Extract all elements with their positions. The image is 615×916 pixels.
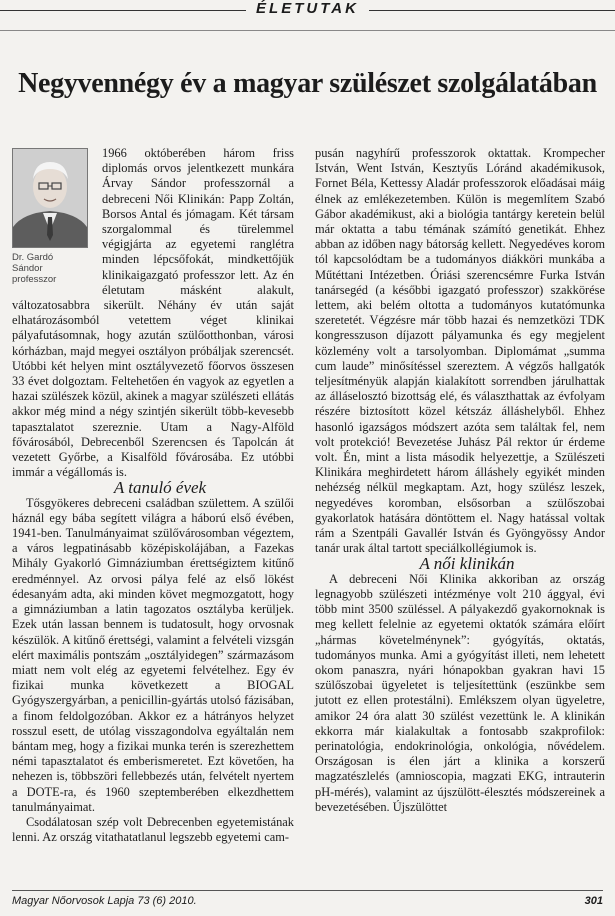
person-photo-icon — [12, 148, 88, 248]
journal-citation: Magyar Nőorvosok Lapja 73 (6) 2010. — [12, 895, 197, 907]
left-column — [12, 146, 294, 845]
intro-paragraph: 1966 októberében három friss diplomás orvos jelentkezett munkára Árvay Sándor professzornál a debreceni Női Klinikán: Papp Zoltán, Borsos Antal és jómagam. Két társam szorgalommal és türelemmel végigjárta az egyetemi ranglétra minden lépcsőfokát, mindkettőjük klinikaigazgató professzor lett. Az én életutam másként alakult, változatosabbra sikerült. Néhány év után saját elhatározásomból vetettem véget klinikai pályafutásomnak, hogy azután szülőotthonban, városi kórházban, majd megyei osztályon próbáljak szerencsét. Utóbbi két helyen mint osztályvezető főorvos összesen 33 évet dolgoztam. Feltehetően én vagyok az egyetlen a hazai szülészek közül, akinek a magyar szülészeti ellátás akkor még mind a négy szintjén sikerült több-kevesebb tapasztalatot szereznie. Utam a Nagy-Alföld fővárosából, Debrecenből Szerencsen és Tapolcán át vezetett Győrbe, a Kisalföld fővárosába. Ez utóbbi immár a végállomás is. — [12, 146, 294, 480]
subhead-learning-years: A tanuló évek — [113, 478, 207, 498]
page-footer — [12, 890, 603, 907]
caption-line: Dr. Gardó — [12, 252, 54, 263]
caption-line: professzor — [12, 274, 57, 285]
body-paragraph: Csodálatosan szép volt Debrecenben egyetemistának lenni. Az ország vitathatatlanul legszebb egyetemi cam- — [12, 814, 294, 845]
caption-line: Sándor — [12, 263, 43, 274]
header-rule-lower — [0, 30, 615, 31]
right-column — [315, 146, 605, 815]
author-portrait — [12, 148, 92, 285]
portrait-caption — [12, 252, 92, 285]
body-paragraph: pusán nagyhírű professzorok oktattak. Krompecher István, Went István, Kesztyűs Lóránd akadémikusok, Fornet Béla, Kettessy Aladár professzorok előadásai máig élnek az emlékezetemben. Külön is megemlítem Szabó Gábor akadémikust, aki a biológia tantárgy keretein belül már oktatta a tabu témának számító genetikát. Ehhez abban az időben nagy bátorság kellett. Negyedéves korom tól kapcsolódtam be a tudományos diákköri munkába a Műtéttani Intézetben. Óriási szerencsémre Furka István tanársegéd (a későbbi igazgató professzor) szakkörése lettem, aki belém oltotta a tudományos kutatómunka szeretetét. Végzésre már több hazai és nemzetközi TDK kongresszuson díjazott pályamunka és egy megjelent közlemény volt a tarsolyomban. Diplomámat „summa cum laude” minősítéssel szereztem. A végzős hallgatók teljesítményük alapján kialakított sorrendben járulhattak az álláselosztó bizottság elé, és választhattak az évfolyam részére biztosított közel kétszáz álláshelyből. Ehhez hasonló igazságos módszert azóta sem találtak fel, nem volt protekció! Bevezetése Juhász Pál rektor úr érdeme volt. Én, mint a lista második helyezettje, a Szülészeti Klinikára meghirdetett három álláshely egyikét minden nehézség nélkül megkaptam. Azt, hogy szülész leszek, negyedéves koromban, elsősorban a szülőszobai gyakorlatok hatására döntöttem el. Nagy hatással voltak rám a Szentpáli Gavallér István és Gyöngyössy Andor tanár urak által tartott speciálkollégiumok is. — [315, 146, 605, 556]
section-label: ÉLETUTAK — [0, 0, 615, 17]
section-header — [0, 0, 615, 34]
page-number: 301 — [584, 895, 603, 907]
body-paragraph: A debreceni Női Klinika akkoriban az ország legnagyobb szülészeti intézménye volt 210 ággyal, évi több mint 3500 szüléssel. A pályakezdő gyakornoknak is meg kellett felelnie az egyetemi oktatók számára előírt „hármas követelménynek”: gyógyítás, oktatás, tudományos munka. Ami a gyógyítást illeti, nem lehetett okom panaszra, nyári hónapokban gyakran havi 15 szülőszobai ügyeletet is teljesítettünk (eszünkbe sem jutott ez ellen protestálni). Emlékszem olyan ügyeletre, amikor 24 óra alatt 30 szülést vezettünk le. A klinikán ekkorra már kialakultak a fontosabb szakprofilok: perinatológia, endokrinológia, onkológia, nővédelem. Országosan is élen járt a klinika a korszerű magzatészlelés (amnioscopia, magzati EKG, intrauterin pH-mérés), valamint az újszülött-élesztés módszereinek a bevezetésében. Újszülöttet — [315, 571, 605, 814]
body-paragraph: Tősgyökeres debreceni családban születtem. A szülői háznál egy bába segített világra a háború első évében, 1941-ben. Tanulmányaimat szülővárosomban végeztem, a város legpatinásabb középiskolájában, a Fazekas Mihály Gyakorló Gimnáziumban érettségiztem kitűnő eredménnyel. Az orvosi pálya felé az első lökést édesanyám adta, aki minden követ megmozgatott, hogy a gimnáziumban a latin tagozatos osztályba kerüljek. Ezek után lassan bennem is tudatosult, hogy orvosnak készülök. A kitűnő érettségi, valamint a felvételi vizsgán elért maximális pontszám „osztályidegen” származásom miatt nem volt elég az egyetemi felvételhez. Egy év fizikai munka következett a BIOGAL Gyógyszergyárban, a penicillin-gyártás utolsó fázisában, a finom feldolgozóban. Akkor ez a hátrányos helyzet rosszul esett, de utólag visszagondolva egyáltalán nem bántam meg, hogy a fizikai munka terén is szerezhettem némi tapasztalatot és emberismeretet. Ezt követően, ha nehezen is, többszöri fellebbezés után, felvételt nyertem a DOTE-ra, és 1960 szeptemberében elkezdhettem tanulmányaimat. — [12, 495, 294, 814]
article-title: Negyvennégy év a magyar szülészet szolgálatában — [18, 68, 597, 99]
subhead-womens-clinic: A női klinikán — [419, 554, 515, 574]
